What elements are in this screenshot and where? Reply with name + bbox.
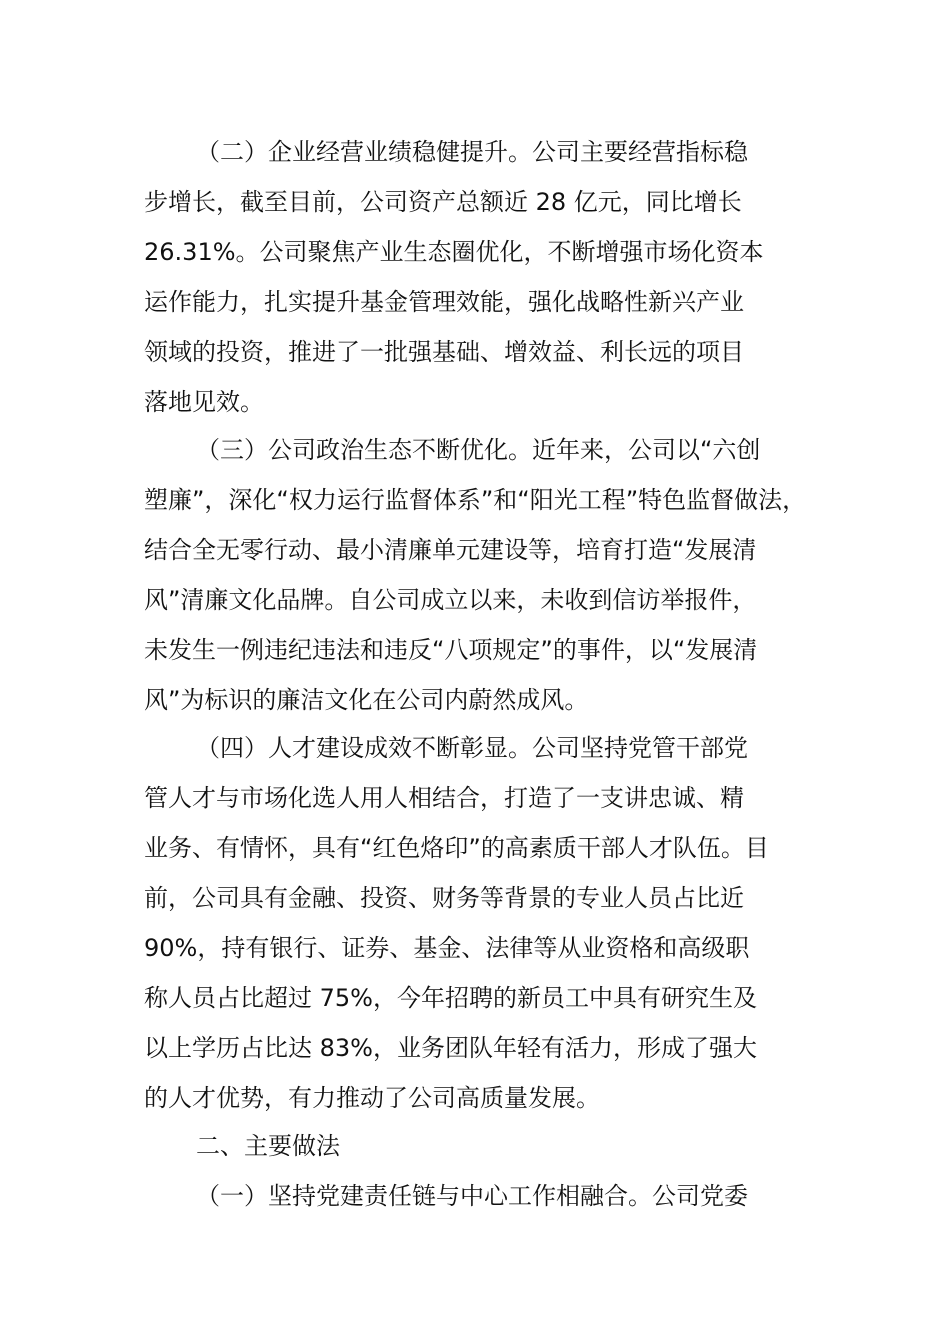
paragraph-4-line-1: （四）人才建设成效不断彰显。公司坚持党管干部党	[196, 734, 748, 762]
paragraph-2-line-3: 26.31%。公司聚焦产业生态圈优化，不断增强市场化资本	[144, 238, 764, 266]
paragraph-2-line-6: 落地见效。	[144, 388, 264, 416]
section-heading: 二、主要做法	[196, 1132, 340, 1160]
paragraph-3-line-6: 风”为标识的廉洁文化在公司内蔚然成风。	[144, 686, 589, 714]
paragraph-3-line-3: 结合全无零行动、最小清廉单元建设等，培育打造“发展清	[144, 536, 757, 564]
paragraph-4-line-4: 前，公司具有金融、投资、财务等背景的专业人员占比近	[144, 884, 744, 912]
paragraph-2-line-4: 运作能力，扎实提升基金管理效能，强化战略性新兴产业	[144, 288, 744, 316]
paragraph-3-line-5: 未发生一例违纪违法和违反“八项规定”的事件，以“发展清	[144, 636, 758, 664]
paragraph-4-line-6: 称人员占比超过 75%，今年招聘的新员工中具有研究生及	[144, 984, 757, 1012]
paragraph-4-line-7: 以上学历占比达 83%，业务团队年轻有活力，形成了强大	[144, 1034, 757, 1062]
paragraph-2-line-5: 领域的投资，推进了一批强基础、增效益、利长远的项目	[144, 338, 744, 366]
paragraph-4-line-3: 业务、有情怀，具有“红色烙印”的高素质干部人才队伍。目	[144, 834, 769, 862]
paragraph-2-line-2: 步增长，截至目前，公司资产总额近 28 亿元，同比增长	[144, 188, 742, 216]
paragraph-3-line-2: 塑廉”，深化“权力运行监督体系”和“阳光工程”特色监督做法，	[144, 486, 807, 514]
paragraph-2-line-1: （二）企业经营业绩稳健提升。公司主要经营指标稳	[196, 138, 748, 166]
paragraph-4-line-8: 的人才优势，有力推动了公司高质量发展。	[144, 1084, 600, 1112]
paragraph-5-line-1: （一）坚持党建责任链与中心工作相融合。公司党委	[196, 1182, 748, 1210]
paragraph-3-line-4: 风”清廉文化品牌。自公司成立以来，未收到信访举报件，	[144, 586, 757, 614]
paragraph-3-line-1: （三）公司政治生态不断优化。近年来，公司以“六创	[196, 436, 761, 464]
paragraph-4-line-5: 90%，持有银行、证券、基金、法律等从业资格和高级职	[144, 934, 750, 962]
paragraph-4-line-2: 管人才与市场化选人用人相结合，打造了一支讲忠诚、精	[144, 784, 744, 812]
